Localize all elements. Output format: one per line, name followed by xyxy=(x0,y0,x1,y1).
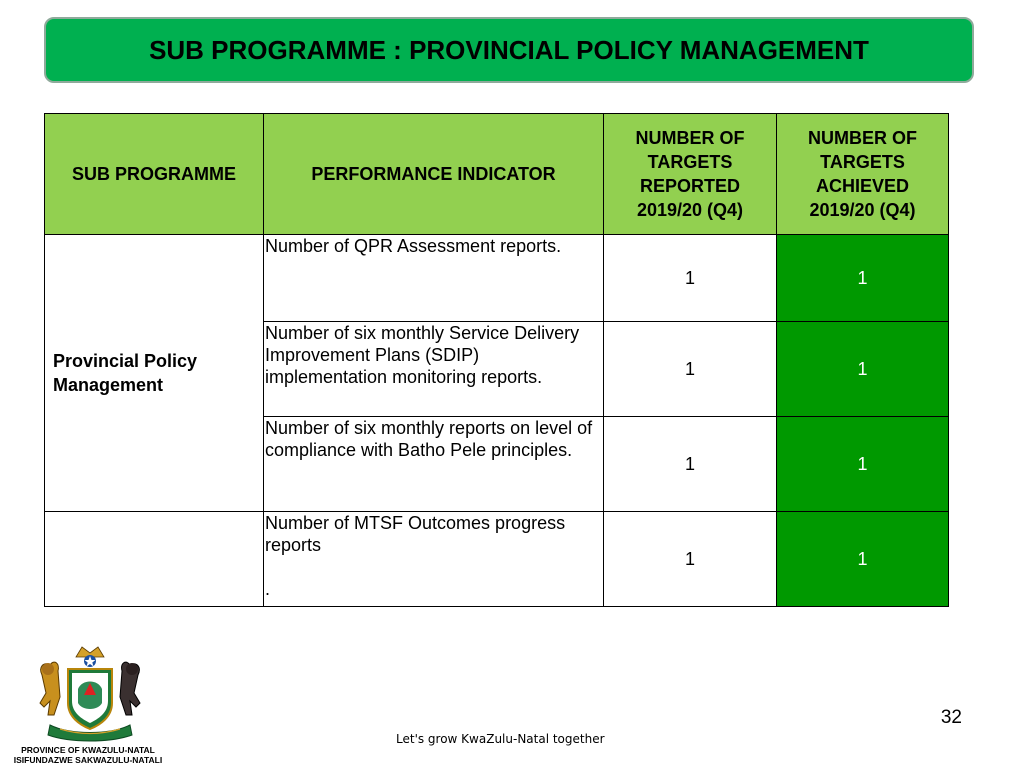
reported-cell: 1 xyxy=(604,417,777,512)
indicator-trailing-text: . xyxy=(265,579,271,599)
page-number: 32 xyxy=(940,707,962,728)
empty-sub-programme-cell xyxy=(45,512,264,607)
table-header-row xyxy=(45,114,949,235)
sub-programme-cell: Provincial Policy Management xyxy=(45,235,264,512)
province-line-2: ISIFUNDAZWE SAKWAZULU-NATALI xyxy=(13,755,163,765)
reported-cell: 1 xyxy=(604,322,777,417)
achieved-cell: 1 xyxy=(777,512,949,607)
slogan-text: Let's grow KwaZulu-Natal together xyxy=(396,732,605,746)
performance-table xyxy=(44,113,949,607)
header-sub-programme: SUB PROGRAMME xyxy=(45,114,264,235)
achieved-cell: 1 xyxy=(777,235,949,322)
reported-cell: 1 xyxy=(604,235,777,322)
table-row xyxy=(45,235,949,322)
header-targets-reported: NUMBER OF TARGETS REPORTED 2019/20 (Q4) xyxy=(604,114,777,235)
header-targets-achieved: NUMBER OF TARGETS ACHIEVED 2019/20 (Q4) xyxy=(777,114,949,235)
province-name xyxy=(0,745,176,765)
table-row xyxy=(45,512,949,607)
coat-of-arms-icon xyxy=(20,645,160,745)
header-performance-indicator: PERFORMANCE INDICATOR xyxy=(264,114,604,235)
page-title: SUB PROGRAMME : PROVINCIAL POLICY MANAGEMENT xyxy=(149,34,869,65)
indicator-cell xyxy=(264,512,604,607)
indicator-cell: Number of six monthly Service Delivery Improvement Plans (SDIP) implementation monitoring reports. xyxy=(264,322,604,417)
reported-cell: 1 xyxy=(604,512,777,607)
indicator-cell: Number of QPR Assessment reports. xyxy=(264,235,604,322)
achieved-cell: 1 xyxy=(777,417,949,512)
title-banner xyxy=(44,17,974,83)
achieved-cell: 1 xyxy=(777,322,949,417)
province-line-1: PROVINCE OF KWAZULU-NATAL xyxy=(21,745,155,755)
indicator-cell: Number of six monthly reports on level of compliance with Batho Pele principles. xyxy=(264,417,604,512)
indicator-text: Number of MTSF Outcomes progress reports xyxy=(265,513,566,555)
